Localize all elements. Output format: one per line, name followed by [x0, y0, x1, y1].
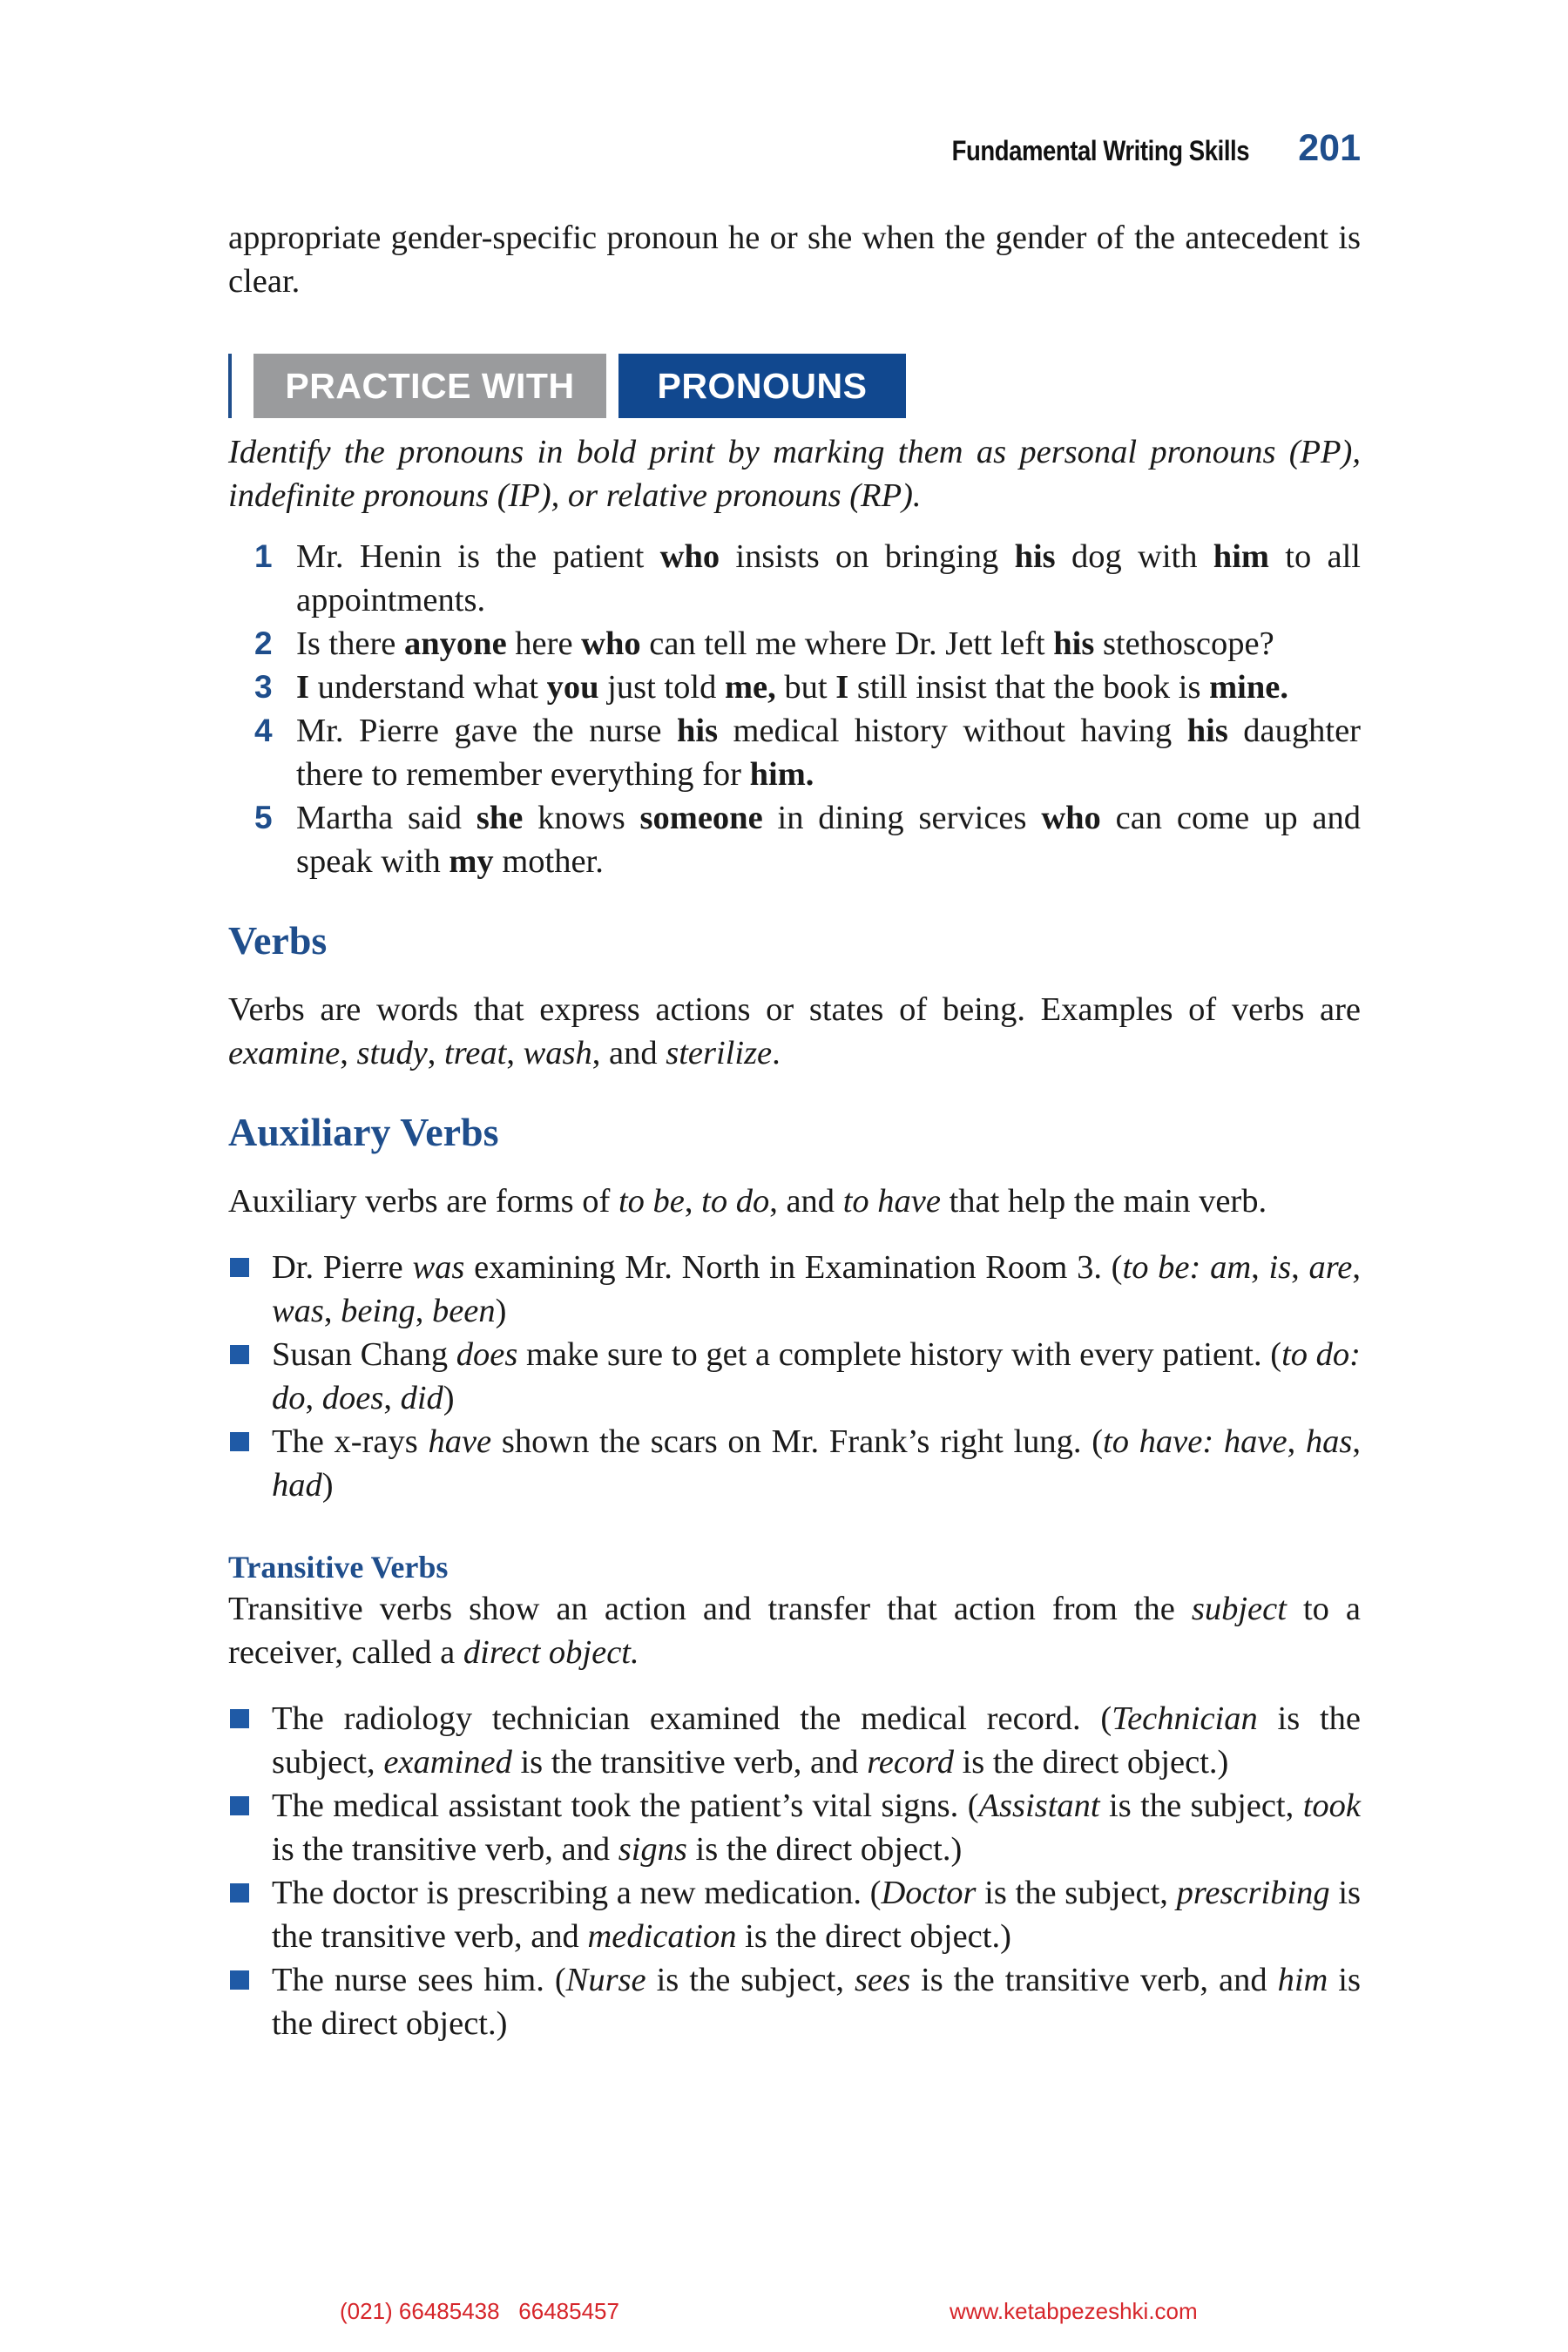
bullet-item — [228, 1697, 1361, 1784]
text-run: in dining services — [762, 800, 1042, 836]
text-run — [1213, 1423, 1224, 1460]
italic-term: am — [1210, 1249, 1252, 1286]
text-run: Auxiliary verbs are forms of — [228, 1183, 618, 1220]
italic-term: have — [1223, 1423, 1288, 1460]
italic-term: to have: — [1103, 1423, 1214, 1460]
bold-pronoun: someone — [639, 800, 763, 836]
item-number: 3 — [254, 669, 273, 705]
bold-pronoun: anyone — [404, 625, 507, 662]
auxiliary-paragraph — [228, 1179, 1361, 1223]
italic-term: did — [400, 1380, 443, 1416]
page-number: 201 — [1298, 127, 1361, 169]
italic-term: wash — [523, 1035, 592, 1071]
practice-label: PRACTICE WITH — [253, 354, 606, 418]
text-run: , — [1352, 1249, 1362, 1286]
text-run: , — [684, 1183, 702, 1220]
square-bullet-icon — [230, 1258, 249, 1277]
text-run: is the transitive verb, and — [272, 1831, 618, 1868]
square-bullet-icon — [230, 1970, 249, 1990]
bold-pronoun: his — [1053, 625, 1095, 662]
text-run: , — [1291, 1249, 1309, 1286]
text-run: ) — [495, 1293, 507, 1329]
text-run — [1200, 1249, 1210, 1286]
text-run: , — [383, 1380, 401, 1416]
text-run: can come up and speak with — [296, 800, 1361, 880]
bold-pronoun: his — [1014, 538, 1056, 575]
practice-list — [228, 535, 1361, 883]
italic-term: to do — [701, 1183, 770, 1220]
item-number: 1 — [254, 538, 273, 574]
text-run: , — [427, 1035, 445, 1071]
bullet-item — [228, 1420, 1361, 1507]
text-run: The x-rays — [272, 1423, 429, 1460]
footer-website: www.ketabpezeshki.com — [950, 2298, 1198, 2324]
italic-term: to be — [618, 1183, 685, 1220]
italic-term: had — [272, 1467, 322, 1504]
bullet-item — [228, 1871, 1361, 1958]
text-run: insists on bringing — [720, 538, 1015, 575]
text-run: make sure to get a complete history with every patient. ( — [517, 1336, 1282, 1373]
text-run: The radiology technician examined the medical record. ( — [272, 1700, 1112, 1737]
text-run: just told — [598, 669, 725, 706]
text-run: is the direct object.) — [686, 1831, 963, 1868]
text-run: medical history without having — [718, 713, 1187, 749]
italic-term: study — [356, 1035, 428, 1071]
banner-rule — [228, 354, 232, 418]
italic-term: Doctor — [881, 1875, 977, 1911]
text-run: The nurse sees him. ( — [272, 1962, 566, 1998]
text-run: Mr. Henin is the patient — [296, 538, 660, 575]
italic-term: are — [1308, 1249, 1353, 1286]
text-run: , — [506, 1035, 524, 1071]
italic-term: took — [1302, 1788, 1361, 1824]
text-run: Dr. Pierre — [272, 1249, 413, 1286]
bold-pronoun: him. — [749, 756, 814, 793]
bold-pronoun: him — [1213, 538, 1269, 575]
text-run: examining Mr. North in Examination Room 3. ( — [464, 1249, 1123, 1286]
italic-term: sterilize — [666, 1035, 773, 1071]
intro-paragraph: appropriate gender-specific pronoun he or she when the gender of the antecedent is clear. — [228, 220, 1361, 300]
text-run: ) — [443, 1380, 455, 1416]
italic-term: been — [431, 1293, 496, 1329]
text-run: , — [340, 1035, 357, 1071]
italic-term: does — [456, 1336, 518, 1373]
italic-term: signs — [618, 1831, 687, 1868]
italic-term: has — [1305, 1423, 1353, 1460]
italic-term: direct object. — [463, 1634, 639, 1671]
italic-term: subject — [1191, 1591, 1287, 1627]
italic-term: him — [1277, 1962, 1328, 1998]
square-bullet-icon — [230, 1883, 249, 1903]
text-run: is the subject, — [272, 1700, 1361, 1781]
text-run: , — [305, 1380, 322, 1416]
practice-instructions: Identify the pronouns in bold print by marking them as personal pronouns (PP), indefinite pronouns (IP), or relative pronouns (RP). — [228, 434, 1361, 514]
bold-pronoun: who — [1041, 800, 1101, 836]
heading-verbs: Verbs — [228, 918, 328, 963]
text-run: is the transitive verb, and — [511, 1744, 868, 1781]
text-run: stethoscope? — [1094, 625, 1274, 662]
text-run: Martha said — [296, 800, 476, 836]
italic-term: medication — [587, 1918, 737, 1955]
text-run: shown the scars on Mr. Frank’s right lung. ( — [491, 1423, 1104, 1460]
square-bullet-icon — [230, 1432, 249, 1451]
italic-term: examine — [228, 1035, 341, 1071]
text-run: still insist that the book is — [848, 669, 1210, 706]
running-title: Fundamental Writing Skills — [951, 135, 1250, 166]
text-run: is the subject, — [976, 1875, 1177, 1911]
bold-pronoun: who — [659, 538, 720, 575]
text-run: is the subject, — [1099, 1788, 1303, 1824]
italic-term: Assistant — [978, 1788, 1100, 1824]
italic-term: was — [272, 1293, 324, 1329]
bold-pronoun: who — [581, 625, 641, 662]
text-run: knows — [523, 800, 640, 836]
bullet-item — [228, 1246, 1361, 1333]
text-run: to a receiver, called a — [228, 1591, 1361, 1671]
text-run: is the transitive verb, and — [272, 1875, 1361, 1955]
italic-term: being — [341, 1293, 416, 1329]
text-run: Verbs are words that express actions or states of being. Examples of verbs are — [228, 991, 1361, 1028]
text-run: daughter there to remember everything for — [296, 713, 1361, 793]
text-run: Susan Chang — [272, 1336, 456, 1373]
auxiliary-examples — [228, 1246, 1361, 1507]
practice-item — [228, 709, 1361, 796]
item-number: 5 — [254, 800, 273, 835]
text-run: but — [775, 669, 836, 706]
text-run: is the transitive verb, and — [910, 1962, 1278, 1998]
text-run: mother. — [493, 843, 604, 880]
text-run: that help the main verb. — [940, 1183, 1267, 1220]
transitive-examples — [228, 1697, 1361, 2045]
bold-pronoun: she — [476, 800, 524, 836]
text-run: is the direct object.) — [736, 1918, 1011, 1955]
bold-pronoun: me, — [724, 669, 776, 706]
text-run: can tell me where Dr. Jett left — [640, 625, 1054, 662]
italic-term: record — [867, 1744, 954, 1781]
square-bullet-icon — [230, 1796, 249, 1815]
practice-banner — [228, 354, 1361, 418]
heading-auxiliary-verbs: Auxiliary Verbs — [228, 1110, 499, 1154]
verbs-paragraph — [228, 988, 1361, 1075]
text-run: ) — [321, 1467, 334, 1504]
text-run: is the direct object.) — [953, 1744, 1229, 1781]
italic-term: examined — [383, 1744, 512, 1781]
italic-term: was — [412, 1249, 465, 1286]
practice-item — [228, 796, 1361, 883]
text-run: Is there — [296, 625, 404, 662]
bold-pronoun: you — [546, 669, 599, 706]
bullet-item — [228, 1958, 1361, 2045]
footer-phone: (021) 66485438 66485457 — [340, 2298, 619, 2324]
italic-term: does — [321, 1380, 384, 1416]
running-head — [903, 127, 1361, 170]
bullet-item — [228, 1784, 1361, 1871]
bullet-item — [228, 1333, 1361, 1420]
text-run: , — [323, 1293, 341, 1329]
text-run: is the subject, — [645, 1962, 855, 1998]
italic-term: to do: do — [272, 1336, 1361, 1416]
page-body — [228, 216, 1361, 2045]
text-run: Transitive verbs show an action and transfer that action from the — [228, 1591, 1192, 1627]
practice-item — [228, 535, 1361, 622]
text-run: , and — [591, 1035, 666, 1071]
item-number: 2 — [254, 625, 273, 661]
text-run: here — [506, 625, 582, 662]
italic-term: Technician — [1112, 1700, 1258, 1737]
bold-pronoun: I — [296, 669, 309, 706]
italic-term: to have — [842, 1183, 941, 1220]
item-number: 4 — [254, 713, 273, 748]
text-run: , — [1287, 1423, 1306, 1460]
italic-term: to be: — [1122, 1249, 1201, 1286]
text-run: . — [772, 1035, 781, 1071]
text-run: is the direct object.) — [272, 1962, 1361, 2042]
practice-item — [228, 666, 1361, 709]
text-run: The medical assistant took the patient’s vital signs. ( — [272, 1788, 979, 1824]
text-run: to all appointments. — [296, 538, 1361, 618]
text-run: understand what — [308, 669, 547, 706]
italic-term: have — [428, 1423, 492, 1460]
italic-term: Nurse — [565, 1962, 646, 1998]
text-run: dog with — [1055, 538, 1213, 575]
heading-transitive-verbs: Transitive Verbs — [228, 1550, 449, 1585]
bold-pronoun: my — [449, 843, 494, 880]
practice-item — [228, 622, 1361, 666]
text-run: , and — [769, 1183, 843, 1220]
italic-term: sees — [854, 1962, 911, 1998]
square-bullet-icon — [230, 1345, 249, 1364]
practice-topic: PRONOUNS — [618, 354, 906, 418]
transitive-paragraph — [228, 1587, 1361, 1674]
text-run: Mr. Pierre gave the nurse — [296, 713, 677, 749]
italic-term: prescribing — [1176, 1875, 1330, 1911]
text-run: , — [1251, 1249, 1269, 1286]
bold-pronoun: mine. — [1209, 669, 1288, 706]
bold-pronoun: his — [676, 713, 719, 749]
text-run: The doctor is prescribing a new medication. ( — [272, 1875, 882, 1911]
text-run: , — [415, 1293, 432, 1329]
bold-pronoun: his — [1186, 713, 1228, 749]
text-run: , — [1352, 1423, 1362, 1460]
italic-term: is — [1268, 1249, 1292, 1286]
square-bullet-icon — [230, 1709, 249, 1728]
bold-pronoun: I — [835, 669, 849, 706]
italic-term: treat — [444, 1035, 507, 1071]
